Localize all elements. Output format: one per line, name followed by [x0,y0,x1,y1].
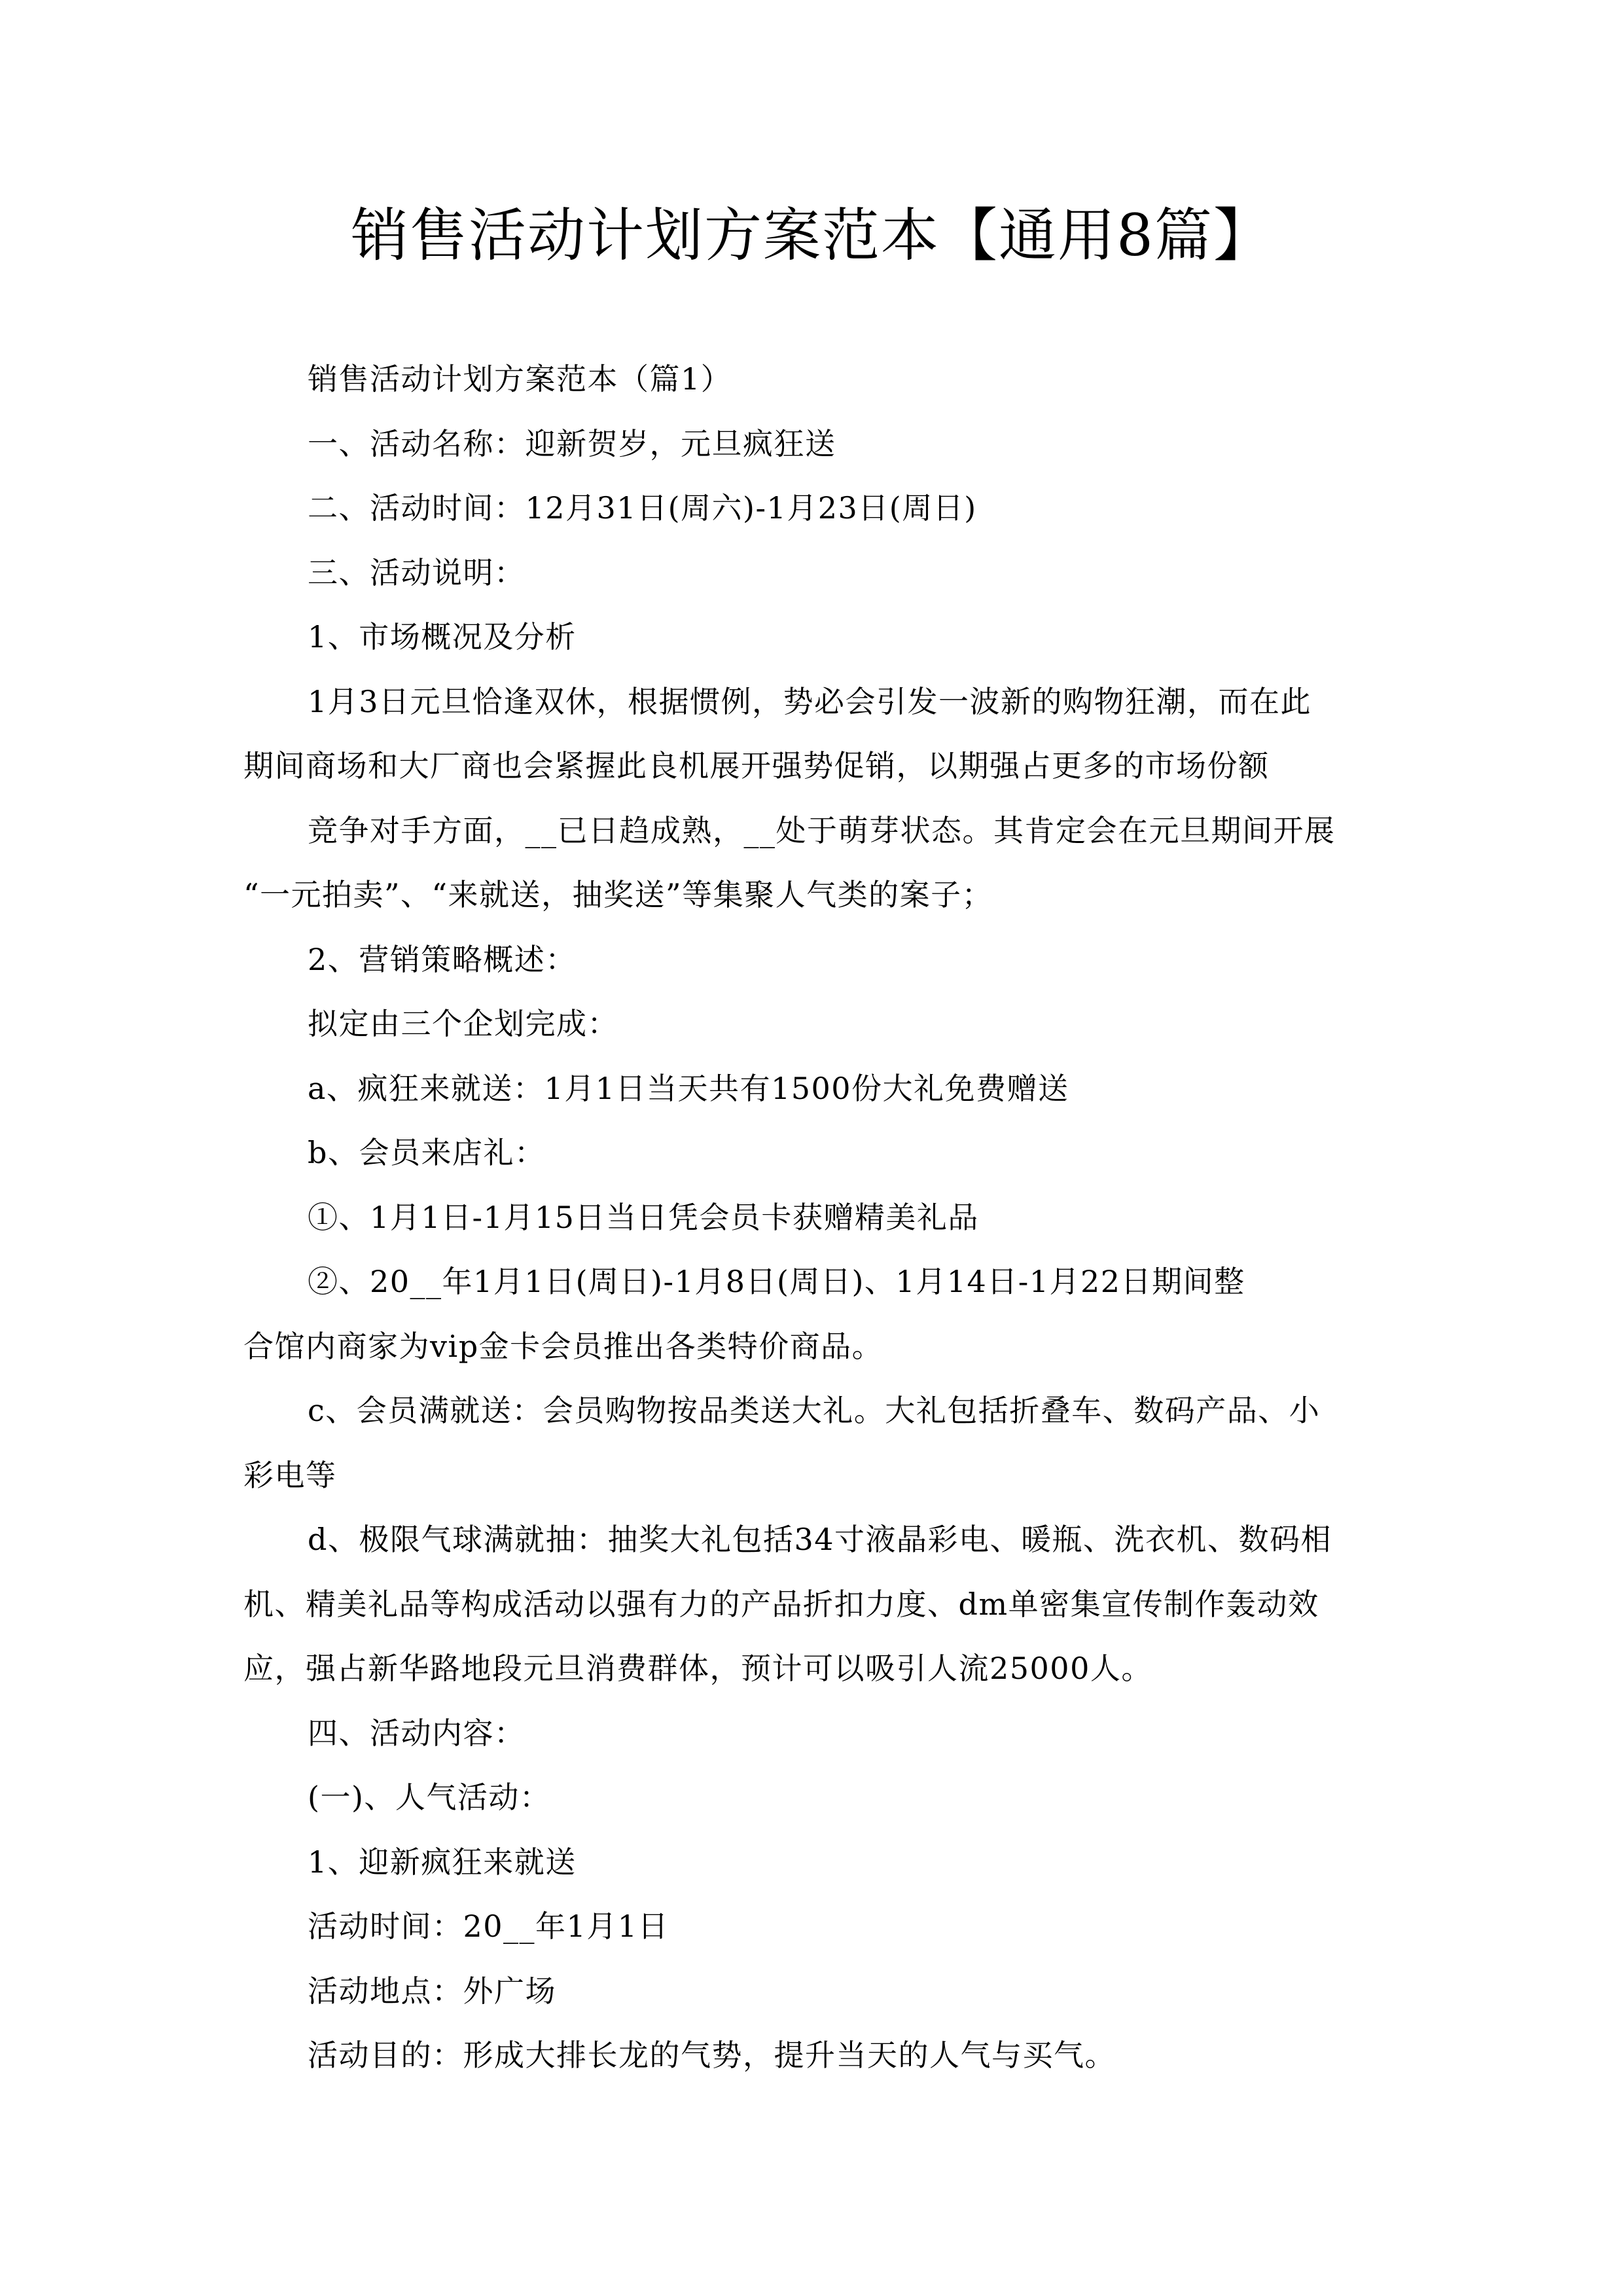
paragraph-line: 彩电等 [243,1457,337,1493]
paragraph-line: 1月3日元旦恰逢双休，根据惯例，势必会引发一波新的购物狂潮，而在此 [308,683,1312,719]
paragraph-line: 竞争对手方面，__已日趋成熟，__处于萌芽状态。其肯定会在元旦期间开展 [308,812,1336,848]
paragraph-line: a、疯狂来就送：1月1日当天共有1500份大礼免费赠送 [308,1070,1069,1106]
paragraph-line: 拟定由三个企划完成： [308,1006,618,1041]
paragraph-line: 二、活动时间：12月31日(周六)-1月23日(周日) [308,490,977,526]
paragraph-line: 合馆内商家为vip金卡会员推出各类特价商品。 [243,1328,883,1364]
paragraph-line: 一、活动名称：迎新贺岁，元旦疯狂送 [308,425,836,461]
paragraph-line: 销售活动计划方案范本（篇1） [308,361,732,397]
paragraph-line: ①、1月1日-1月15日当日凭会员卡获赠精美礼品 [308,1199,979,1235]
document-body [243,347,1382,2088]
paragraph-line: 四、活动内容： [308,1715,526,1751]
paragraph-line: d、极限气球满就抽：抽奖大礼包括34寸液晶彩电、暖瓶、洗衣机、数码相 [308,1522,1332,1557]
document-title: 销售活动计划方案范本【通用8篇】 [351,202,1272,269]
paragraph-line: 1、迎新疯狂来就送 [308,1844,577,1880]
paragraph-line: 2、营销策略概述： [308,941,577,977]
paragraph-line: 应，强占新华路地段元旦消费群体，预计可以吸引人流25000人。 [243,1651,1152,1686]
paragraph-line: 1、市场概况及分析 [308,619,577,655]
paragraph-line: 机、精美礼品等构成活动以强有力的产品折扣力度、dm单密集宣传制作轰动效 [243,1586,1319,1622]
paragraph-line: 活动地点：外广场 [308,1973,556,2009]
paragraph-line: (一)、人气活动： [308,1780,551,1815]
paragraph-line: “一元拍卖”、“来就送，抽奖送”等集聚人气类的案子； [243,877,993,912]
paragraph-line: ②、20__年1月1日(周日)-1月8日(周日)、1月14日-1月22日期间整 [308,1264,1245,1299]
paragraph-line: 期间商场和大厂商也会紧握此良机展开强势促销，以期强占更多的市场份额 [243,748,1270,783]
paragraph-line: c、会员满就送：会员购物按品类送大礼。大礼包括折叠车、数码产品、小 [308,1393,1321,1428]
paragraph-line: 活动时间：20__年1月1日 [308,1909,669,1944]
paragraph-line: b、会员来店礼： [308,1135,546,1170]
paragraph-line: 三、活动说明： [308,554,526,590]
paragraph-line: 活动目的：形成大排长龙的气势，提升当天的人气与买气。 [308,2037,1116,2073]
